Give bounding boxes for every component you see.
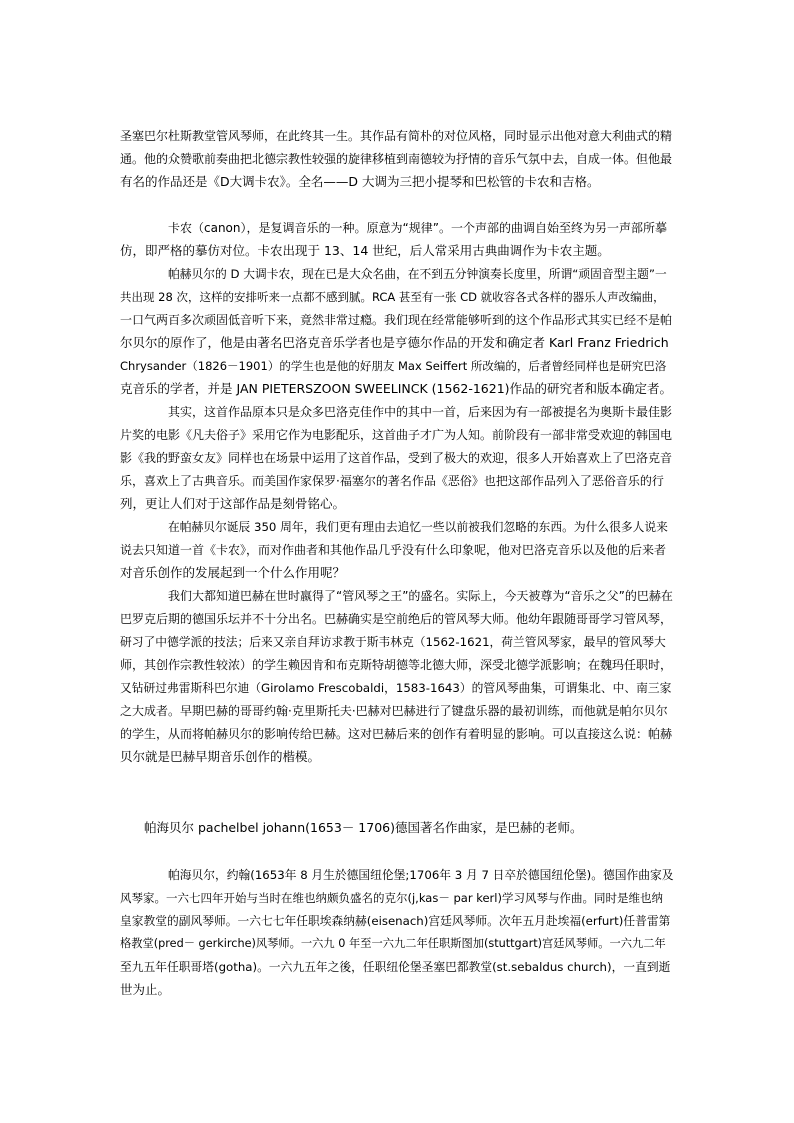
text-line: 在帕赫贝尔诞辰 350 周年，我们更有理由去追忆一些以前被我们忽略的东西。为什么很多人说来 <box>168 520 668 534</box>
text-line: 克音乐的学者，并是 JAN PIETERSZOON SWEELINCK (1562-1621)作品的研究者和版本确定者。 <box>120 381 673 396</box>
text-line: 帕海贝尔 pachelbel johann(1653－ 1706)德国著名作曲家，是巴赫的老师。 <box>144 820 583 835</box>
text-line: Chrysander（1826－1901）的学生也是他的好朋友 Max Seiffert 所改编的，后者曾经同样也是研究巴洛 <box>120 359 667 373</box>
text-line: 我们大都知道巴赫在世时嬴得了“管风琴之王”的盛名。实际上，今天被尊为“音乐之父”的巴赫在 <box>168 589 673 603</box>
text-line: 又钻研过弗雷斯科巴尔迪（Girolamo Frescobaldi，1583-1643）的管风琴曲集，可谓集北、中、南三家 <box>120 681 672 695</box>
text-line: 有名的作品还是《D大调卡农》。全名——D 大调为三把小提琴和巴松管的卡农和吉格。 <box>120 174 600 189</box>
text-line: 贝尔就是巴赫早期音乐创作的楷模。 <box>120 749 321 764</box>
text-line: 乐，喜欢上了古典音乐。而美国作家保罗·福塞尔的著名作品《恶俗》也把这部作品列入了恶俗音乐的行 <box>120 474 664 488</box>
text-line: 对音乐创作的发展起到一个什么作用呢？ <box>120 565 346 580</box>
text-line: 风琴家。一六七四年开始与当时在维也纳颇负盛名的克尔(j,kas－ par kerl)学习风琴与作曲。同时是维也纳 <box>120 891 663 905</box>
text-line: 其实，这首作品原本只是众多巴洛克佳作中的其中一首，后来因为有一部被提名为奥斯卡最佳影 <box>168 405 673 419</box>
text-line: 圣塞巴尔杜斯教堂管风琴师，在此终其一生。其作品有简朴的对位风格，同时显示出他对意大利曲式的精 <box>120 129 673 143</box>
text-line: 帕赫贝尔的 D 大调卡农，现在已是大众名曲，在不到五分钟演奏长度里，所谓“顽固音型主题”一 <box>168 267 667 281</box>
text-line: 帕海贝尔，约翰(1653年 8 月生於德国纽伦堡;1706年 3 月 7 日卒於德国纽伦堡)。德国作曲家及 <box>168 868 674 882</box>
text-line: 片奖的电影《凡夫俗子》采用它作为电影配乐，这首曲子才广为人知。前阶段有一部非常受欢迎的韩国电 <box>120 428 673 442</box>
text-line: 一口气两百多次顽固低音听下来，竟然非常过瘾。我们现在经常能够听到的这个作品形式其实已经不是帕 <box>120 313 673 327</box>
text-line: 格教堂(pred－ gerkirche)风琴师。一六九 0 年至一六九二年任职斯图加(stuttgart)宫廷风琴师。一六九二年 <box>120 937 666 950</box>
text-line: 师，其创作宗教性较浓）的学生赖因肯和布克斯特胡德等北德大师，深受北德学派影响；在魏玛任职时， <box>120 658 673 672</box>
text-line: 影《我的野蛮女友》同样也在场景中运用了这首作品，受到了极大的欢迎，很多人开始喜欢上了巴洛克音 <box>120 451 673 465</box>
text-line: 仿，即严格的摹仿对位。卡农出现于 13、14 世纪，后人常采用古典曲调作为卡农主题。 <box>120 243 610 258</box>
text-line: 世为止。 <box>120 982 171 997</box>
text-line: 尔贝尔的原作了，他是由著名巴洛克音乐学者也是亨德尔作品的开发和确定者 Karl Franz Friedrich <box>120 335 669 350</box>
text-line: 皇家教堂的副风琴师。一六七七年任职埃森纳赫(eisenach)宫廷风琴师。次年五月赴埃福(erfurt)任普雷第 <box>120 914 671 928</box>
text-line: 卡农（canon），是复调音乐的一种。原意为“规律”。一个声部的曲调自始至终为另一声部所摹 <box>168 221 667 235</box>
text-line: 至九五年任职哥塔(gotha)。一六九五年之後，任职纽伦堡圣塞巴都教堂(st.sebaldus church)，一直到逝 <box>120 960 671 974</box>
text-line: 共出现 28 次，这样的安排听来一点都不感到腻。RCA 甚至有一张 CD 就收容各式各样的器乐人声改编曲， <box>120 290 665 304</box>
text-line: 之大成者。早期巴赫的哥哥约翰·克里斯托夫·巴赫对巴赫进行了键盘乐器的最初训练，而他就是帕尔贝尔 <box>120 704 668 718</box>
text-line: 研习了中德学派的技法；后来又亲自拜访求教于斯韦林克（1562-1621，荷兰管风琴家，最早的管风琴大 <box>120 635 666 649</box>
text-line: 列，更让人们对于这部作品是刻骨铭心。 <box>120 496 346 511</box>
text-line: 的学生，从而将帕赫贝尔的影响传给巴赫。这对巴赫后来的创作有着明显的影响。可以直接这么说：帕赫 <box>120 727 673 741</box>
text-line: 说去只知道一首《卡农》，而对作曲者和其他作品几乎没有什么印象呢，他对巴洛克音乐以及他的后来者 <box>120 543 667 557</box>
text-line: 通。他的众赞歌前奏曲把北德宗教性较强的旋律移植到南德较为抒情的音乐气氛中去，自成一体。但他最 <box>120 152 673 166</box>
text-line: 巴罗克后期的德国乐坛并不十分出名。巴赫确实是空前绝后的管风琴大师。他幼年跟随哥哥学习管风琴， <box>120 612 673 626</box>
